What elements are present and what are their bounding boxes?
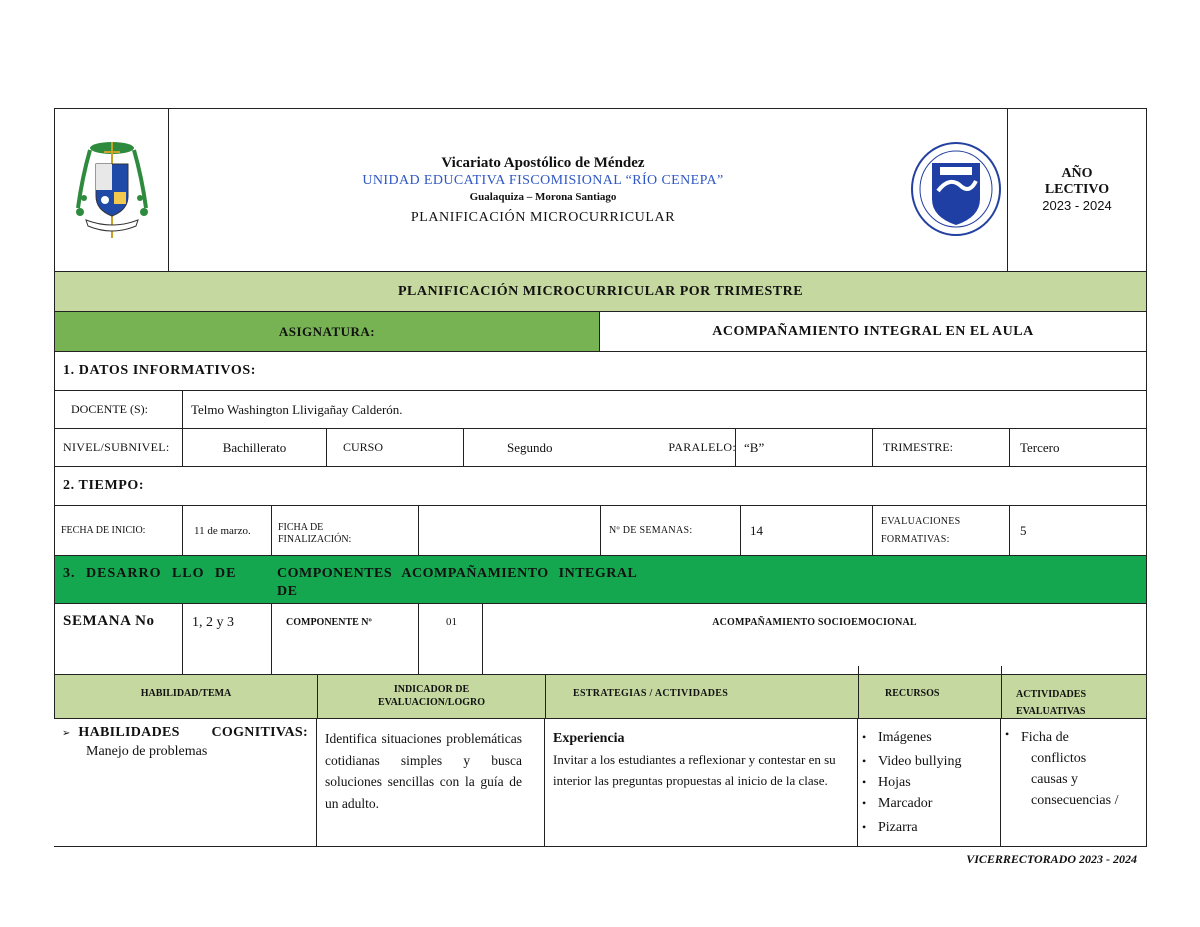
th-indicador-label-2: EVALUACION/LOGRO	[377, 697, 486, 708]
subject-value: ACOMPAÑAMIENTO INTEGRAL EN EL AULA	[712, 323, 1034, 339]
arrow-bullet-icon: ➢	[62, 728, 71, 739]
subject-row	[54, 312, 1147, 352]
semanas-value: 14	[750, 522, 763, 538]
vicariate-crest-icon	[72, 138, 152, 242]
indicador-text: Identifica situaciones problemáticas cotidianas simples y busca soluciones sencillas con la guía de un adulto.	[325, 731, 522, 811]
school-info-cell	[169, 109, 1008, 271]
tick-mark-1	[858, 666, 859, 674]
subject-label-cell	[55, 312, 600, 351]
org-name: Vicariato Apostólico de Méndez	[441, 155, 645, 171]
th-estrategias	[546, 675, 859, 718]
list-item: • Hojas	[858, 772, 1000, 793]
estrategia-text: Invitar a los estudiantes a reflexionar y contestar en su interior las preguntas propuestas al inicio de la clase.	[553, 752, 836, 788]
habilidad-title: HABILIDADES COGNITIVAS:	[78, 725, 308, 740]
year-value: 2023 - 2024	[1042, 198, 1112, 213]
eval-label-1: EVALUACIONES	[881, 516, 961, 527]
semanas-value-cell	[741, 506, 873, 555]
eval-label-2: FORMATIVAS:	[881, 534, 950, 545]
week-row	[54, 604, 1147, 675]
trimester-title-row	[54, 272, 1147, 312]
subject-value-cell	[600, 312, 1146, 351]
footer-text: VICERRECTORADO 2023 - 2024	[966, 852, 1137, 866]
semanas-label: Nº DE SEMANAS:	[609, 525, 693, 536]
trimestre-label-cell	[873, 429, 1010, 466]
fin-label-cell	[272, 506, 419, 555]
trimestre-value: Tercero	[1020, 439, 1060, 455]
week-value: 1, 2 y 3	[192, 615, 234, 630]
component-value-cell	[419, 604, 483, 674]
section-2-title: 2. TIEMPO:	[63, 478, 145, 493]
actividades-cell	[1001, 719, 1147, 846]
list-item: • Marcador	[858, 793, 1000, 814]
curso-value-cell	[464, 429, 736, 466]
trimester-title: PLANIFICACIÓN MICROCURRICULAR POR TRIMESTRE	[397, 283, 804, 299]
component-name: ACOMPAÑAMIENTO SOCIOEMOCIONAL	[712, 617, 917, 628]
actividad-line-2: conflictos	[1031, 751, 1087, 766]
school-year-cell	[1008, 109, 1146, 271]
document-title: PLANIFICACIÓN MICROCURRICULAR	[410, 210, 676, 225]
semanas-label-cell	[601, 506, 741, 555]
school-name: UNIDAD EDUCATIVA FISCOMISIONAL “RÍO CENEPA”	[362, 173, 724, 188]
fin-label-2: FINALIZACIÓN:	[278, 534, 352, 545]
section-3-row	[54, 556, 1147, 604]
th-habilidad-label: HABILIDAD/TEMA	[140, 688, 232, 699]
recursos-cell	[858, 719, 1001, 846]
year-label-1: AÑO	[1061, 166, 1093, 181]
habilidad-subtitle: Manejo de problemas	[86, 744, 208, 759]
section-1-title: 1. DATOS INFORMATIVOS:	[63, 363, 256, 378]
list-item: • Video bullying	[858, 751, 1000, 772]
recursos-list	[858, 727, 1000, 838]
habilidad-cell	[54, 719, 317, 846]
nivel-value: Bachillerato	[222, 439, 287, 455]
year-label-2: LECTIVO	[1044, 182, 1110, 197]
paralelo-value-cell	[736, 429, 873, 466]
paralelo-label: PARALELO:	[668, 440, 736, 454]
nivel-value-cell	[183, 429, 327, 466]
section-2-row	[54, 467, 1147, 506]
component-name-cell	[483, 604, 1146, 674]
list-item: • Imágenes	[858, 727, 1000, 748]
teacher-label: DOCENTE (S):	[71, 402, 148, 416]
inicio-value-cell	[183, 506, 272, 555]
th-recursos-label: RECURSOS	[885, 688, 940, 699]
teacher-value-cell	[183, 391, 1146, 428]
actividad-line-1: Ficha de	[1021, 730, 1069, 745]
vicariate-crest-cell	[55, 109, 169, 271]
component-value: 01	[446, 616, 457, 628]
th-actividades	[1002, 675, 1146, 718]
inicio-label: FECHA DE INICIO:	[61, 525, 146, 536]
actividad-line-3: causas y	[1031, 772, 1079, 787]
curso-label-cell	[327, 429, 464, 466]
list-item: • Pizarra	[858, 817, 1000, 838]
section-3-part3: DE	[277, 584, 298, 599]
trimestre-label: TRIMESTRE:	[883, 440, 954, 454]
table-row	[54, 719, 1147, 847]
level-row	[54, 429, 1147, 467]
estrategia-title: Experiencia	[553, 731, 625, 746]
inicio-value: 11 de marzo.	[194, 524, 251, 537]
planning-document	[54, 108, 1147, 847]
curso-value: Segundo	[507, 439, 553, 455]
time-row	[54, 506, 1147, 556]
actividad-line-4: consecuencias /	[1031, 793, 1119, 808]
nivel-label: NIVEL/SUBNIVEL:	[63, 440, 170, 454]
school-seal-icon	[910, 141, 1002, 237]
table-header-row	[54, 675, 1147, 719]
teacher-row	[54, 391, 1147, 429]
paralelo-divider	[727, 429, 736, 466]
header-row	[54, 108, 1147, 272]
inicio-label-cell	[55, 506, 183, 555]
trimestre-value-cell	[1010, 429, 1146, 466]
section-3-part1: 3. DESARRO LLO DE	[63, 566, 237, 581]
indicador-cell	[317, 719, 545, 846]
th-indicador-label-1: INDICADOR DE	[393, 684, 470, 695]
week-value-cell	[183, 604, 272, 674]
nivel-label-cell	[55, 429, 183, 466]
curso-label: CURSO	[343, 440, 384, 454]
estrategia-cell	[545, 719, 858, 846]
fin-value-cell	[419, 506, 601, 555]
eval-label-cell	[873, 506, 1010, 555]
section-3-part2: COMPONENTES ACOMPAÑAMIENTO INTEGRAL	[277, 566, 638, 581]
eval-value: 5	[1020, 522, 1027, 538]
fin-label-1: FICHA DE	[278, 522, 324, 533]
th-habilidad	[55, 675, 318, 718]
week-label: SEMANA No	[63, 613, 155, 629]
eval-value-cell	[1010, 506, 1146, 555]
teacher-name: Telmo Washington Llivigañay Calderón.	[191, 401, 403, 417]
th-actividades-label-1: ACTIVIDADES	[1016, 689, 1087, 700]
component-label-cell	[272, 604, 419, 674]
th-estrategias-label: ESTRATEGIAS / ACTIVIDADES	[573, 688, 729, 699]
paralelo-value: “B”	[744, 439, 765, 455]
th-recursos	[859, 675, 1002, 718]
section-1-row	[54, 352, 1147, 391]
th-indicador	[318, 675, 546, 718]
subject-label: ASIGNATURA:	[278, 323, 376, 339]
tick-mark-2	[1001, 666, 1002, 674]
week-label-cell	[55, 604, 183, 674]
school-location: Gualaquiza – Morona Santiago	[469, 191, 617, 203]
th-actividades-label-2: EVALUATIVAS	[1016, 706, 1086, 717]
teacher-label-cell	[55, 391, 183, 428]
component-label: COMPONENTE Nº	[286, 617, 372, 628]
bullet-icon: •	[1005, 727, 1010, 741]
